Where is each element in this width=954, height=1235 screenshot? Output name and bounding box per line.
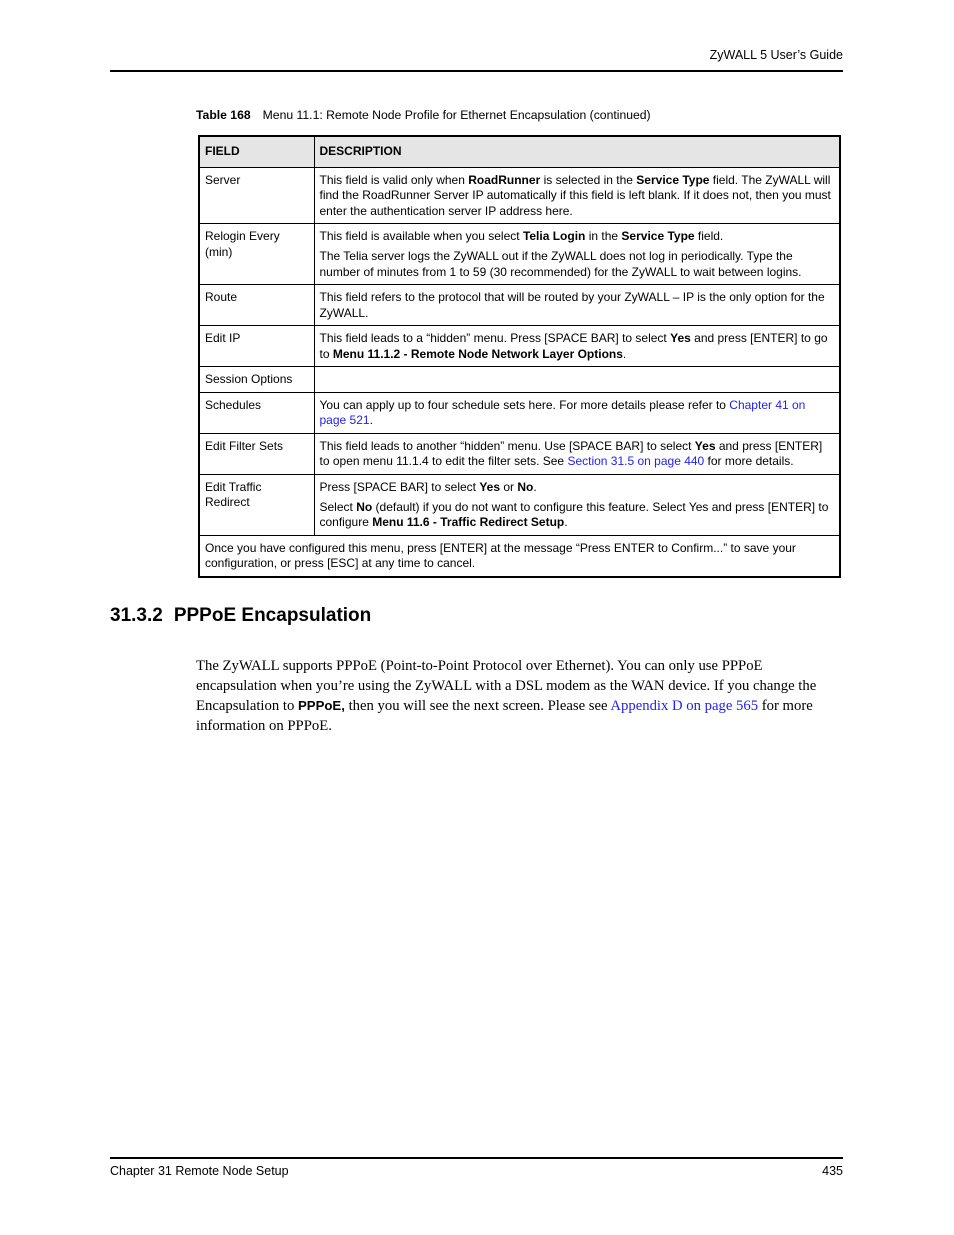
description-paragraph [320,173,835,220]
field-cell: Server [199,167,314,224]
field-cell: Relogin Every (min) [199,224,314,285]
field-cell: Route [199,285,314,326]
emphasis-text: RoadRunner [468,172,541,187]
field-cell: Session Options [199,367,314,393]
description-paragraph [320,500,835,531]
table-body [199,167,840,577]
text-run: The Telia server logs the ZyWALL out if the ZyWALL does not log in periodically. Type the number of minutes from 1 to 59 (30 recommended) for the ZyWALL to wait between logins. [319,249,802,279]
text-run: and press [ENTER] to go to [319,331,828,361]
section-title: PPPoE Encapsulation [173,604,372,626]
column-header-description: DESCRIPTION [314,136,840,167]
table-row [199,326,840,367]
description-cell [314,224,840,285]
table-caption-label: Table 168 [196,108,251,122]
footer-page-number: 435 [822,1164,843,1178]
emphasis-text: No [517,479,534,494]
text-run: for more information on PPPoE. [196,697,813,734]
text-run: field. [694,229,724,243]
emphasis-text: Menu 11.1.2 - Remote Node Network Layer Options [332,346,623,361]
description-paragraph [320,331,835,362]
text-run: (default) if you do not want to configure this feature. Select Yes and press [ENTER] to configure [319,499,829,529]
text-run: Press [SPACE BAR] to select [319,479,480,494]
field-description-table [198,135,841,578]
table-row [199,392,840,433]
page-content [110,0,843,736]
description-cell [314,433,840,474]
emphasis-text: Service Type [636,172,710,187]
description-cell [314,392,840,433]
text-run: in the [585,229,622,243]
description-paragraph [320,249,835,280]
description-cell [314,326,840,367]
section-number: 31.3.2 [110,604,163,626]
table-row [199,474,840,535]
document-title: ZyWALL 5 User’s Guide [709,48,843,62]
emphasis-text: Service Type [621,229,695,243]
description-paragraph [320,439,835,470]
table-header [199,136,840,167]
table-footnote-row [199,535,840,577]
section-heading [110,605,843,627]
emphasis-text: Yes [670,331,691,345]
text-run: The ZyWALL supports PPPoE (Point-to-Point Protocol over Ethernet). You can only use PPPoE encapsulation when you’re using the ZyWALL with a DSL modem as the WAN device. If you change the Encapsulation to [196,657,817,714]
text-run: This field refers to the protocol that will be routed by your ZyWALL – IP is the only option for the ZyWALL. [319,290,825,320]
description-cell [314,167,840,224]
text-run: . [564,515,568,529]
emphasis-text: Menu 11.6 - Traffic Redirect Setup [372,515,565,529]
field-cell: Edit Filter Sets [199,433,314,474]
running-header [110,48,843,72]
description-cell [314,367,840,393]
table-row [199,167,840,224]
table-row [199,224,840,285]
table-row [199,285,840,326]
field-cell: Edit Traffic Redirect [199,474,314,535]
table-footnote-cell: Once you have configured this menu, press [ENTER] at the message “Press ENTER to Confirm...” to save your configuration, or press [ESC] at any time to cancel. [199,535,840,577]
text-run: This field leads to another “hidden” menu. Use [SPACE BAR] to select [319,438,695,453]
table-row [199,433,840,474]
emphasis-text: Telia Login [522,229,586,243]
emphasis-text: No [356,499,373,514]
column-header-field: FIELD [199,136,314,167]
description-cell [314,474,840,535]
page-footer [110,1157,843,1178]
text-run: then you will see the next screen. Please see [344,697,611,714]
text-run: and press [ENTER] to open menu 11.1.4 to edit the filter sets. See [319,438,823,468]
field-cell: Schedules [199,392,314,433]
table-row [199,367,840,393]
description-paragraph [320,480,835,496]
text-run: This field is available when you select [319,229,523,243]
description-cell [314,285,840,326]
table-header-row [199,136,840,167]
description-paragraph [320,290,835,321]
text-run: . [533,479,537,494]
field-cell: Edit IP [199,326,314,367]
cross-reference-link[interactable]: Chapter 41 on page 521 [319,397,806,427]
cross-reference-link[interactable]: Section 31.5 on page 440 [567,454,705,468]
body-paragraph [196,656,844,736]
text-run: . [622,346,627,361]
text-run: Select [319,499,357,514]
table-caption [196,108,843,122]
text-run: is selected in the [540,172,637,187]
text-run: . [369,413,373,427]
emphasis-text: PPPoE, [297,697,345,713]
text-run: This field leads to a “hidden” menu. Press [SPACE BAR] to select [319,331,671,345]
description-paragraph [320,229,835,245]
footer-chapter-label: Chapter 31 Remote Node Setup [110,1164,289,1178]
cross-reference-link[interactable]: Appendix D on page 565 [610,697,759,714]
table-caption-text: Menu 11.1: Remote Node Profile for Ethernet Encapsulation (continued) [262,108,651,122]
text-run: This field is valid only when [319,172,469,187]
emphasis-text: Yes [479,479,501,494]
emphasis-text: Yes [694,438,716,453]
text-run: You can apply up to four schedule sets here. For more details please refer to [319,397,730,412]
text-run: for more details. [704,454,794,468]
description-paragraph [320,398,835,429]
text-run: field. The ZyWALL will find the RoadRunner Server IP automatically if this field is left blank. If it does not, then you must enter the authentication server IP address here. [319,172,831,218]
text-run: or [500,479,518,494]
